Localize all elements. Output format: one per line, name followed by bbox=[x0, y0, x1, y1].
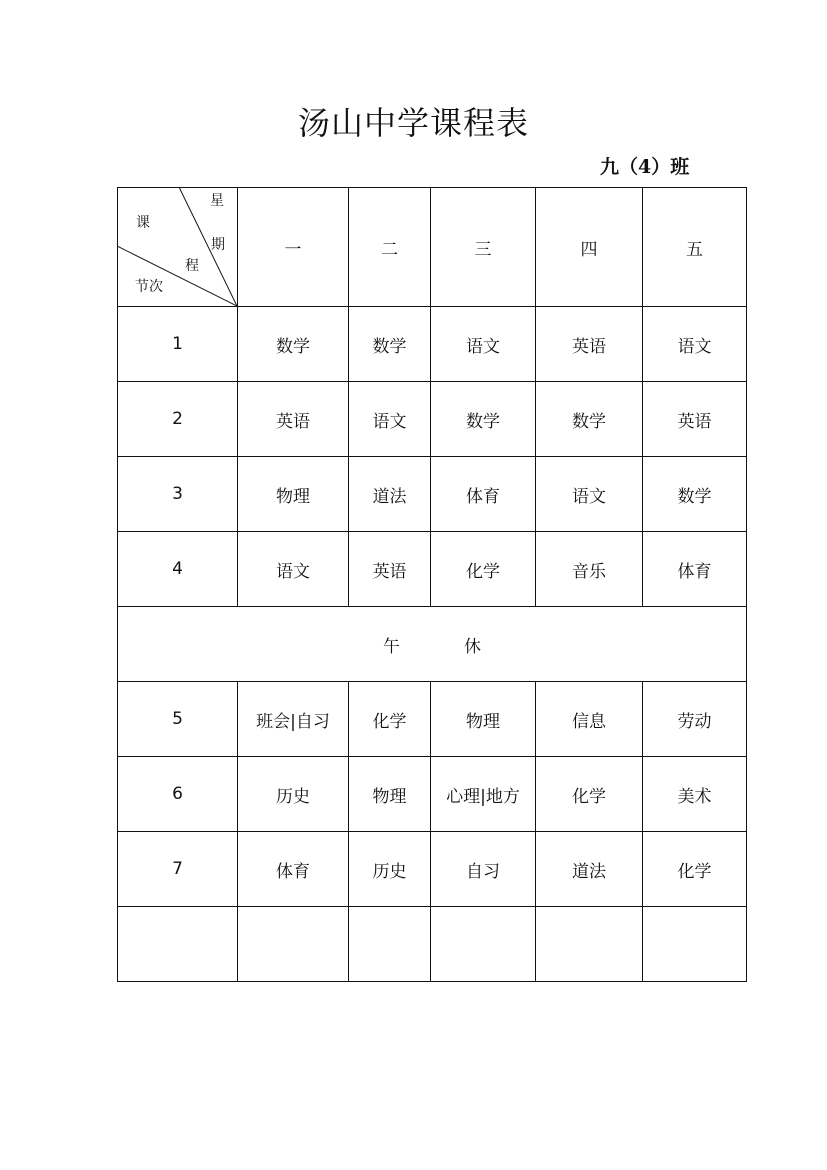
course-cell: 道法 bbox=[536, 832, 643, 907]
course-cell: 化学 bbox=[349, 682, 431, 757]
period-number: 2 bbox=[118, 382, 238, 457]
course-cell: 物理 bbox=[349, 757, 431, 832]
class-label: 九（4）班 bbox=[600, 156, 690, 178]
period-row bbox=[118, 307, 747, 382]
course-cell: 数学 bbox=[431, 382, 536, 457]
corner-label-cheng: 程 bbox=[185, 258, 199, 274]
noon-break-cell bbox=[118, 607, 747, 682]
period-row bbox=[118, 757, 747, 832]
day-header: 四 bbox=[536, 188, 643, 307]
day-header: 二 bbox=[349, 188, 431, 307]
period-row bbox=[118, 682, 747, 757]
course-cell: 语文 bbox=[238, 532, 349, 607]
corner-label-ke: 课 bbox=[136, 215, 150, 231]
period-row bbox=[118, 382, 747, 457]
course-cell: 心理|地方 bbox=[431, 757, 536, 832]
course-cell: 体育 bbox=[643, 532, 747, 607]
course-cell: 历史 bbox=[238, 757, 349, 832]
corner-label-xing: 星 bbox=[210, 193, 224, 209]
empty-cell bbox=[238, 907, 349, 982]
noon-label-xiu: 休 bbox=[464, 636, 481, 657]
course-cell: 美术 bbox=[643, 757, 747, 832]
noon-label-wu: 午 bbox=[383, 636, 400, 657]
course-cell: 数学 bbox=[349, 307, 431, 382]
day-header: 五 bbox=[643, 188, 747, 307]
day-header: 三 bbox=[431, 188, 536, 307]
empty-cell bbox=[536, 907, 643, 982]
course-cell: 物理 bbox=[238, 457, 349, 532]
day-header: 一 bbox=[238, 188, 349, 307]
course-cell: 化学 bbox=[643, 832, 747, 907]
course-cell: 语文 bbox=[431, 307, 536, 382]
corner-label-jieci: 节次 bbox=[135, 279, 163, 295]
course-cell: 道法 bbox=[349, 457, 431, 532]
course-cell: 化学 bbox=[536, 757, 643, 832]
empty-cell bbox=[118, 907, 238, 982]
course-cell: 英语 bbox=[643, 382, 747, 457]
course-cell: 体育 bbox=[238, 832, 349, 907]
course-cell: 英语 bbox=[536, 307, 643, 382]
period-number: 7 bbox=[118, 832, 238, 907]
course-cell: 语文 bbox=[536, 457, 643, 532]
course-cell: 音乐 bbox=[536, 532, 643, 607]
schedule-table bbox=[117, 187, 747, 982]
course-cell: 数学 bbox=[643, 457, 747, 532]
corner-header bbox=[118, 188, 238, 307]
course-cell: 物理 bbox=[431, 682, 536, 757]
empty-cell bbox=[349, 907, 431, 982]
page-title: 汤山中学课程表 bbox=[297, 104, 529, 142]
period-number: 3 bbox=[118, 457, 238, 532]
period-number: 6 bbox=[118, 757, 238, 832]
course-cell: 数学 bbox=[238, 307, 349, 382]
empty-row bbox=[118, 907, 747, 982]
course-cell: 信息 bbox=[536, 682, 643, 757]
course-cell: 体育 bbox=[431, 457, 536, 532]
course-cell: 班会|自习 bbox=[238, 682, 349, 757]
course-cell: 英语 bbox=[238, 382, 349, 457]
course-cell: 化学 bbox=[431, 532, 536, 607]
period-number: 4 bbox=[118, 532, 238, 607]
course-cell: 历史 bbox=[349, 832, 431, 907]
corner-label-qi: 期 bbox=[211, 237, 225, 253]
period-number: 1 bbox=[118, 307, 238, 382]
course-cell: 英语 bbox=[349, 532, 431, 607]
course-cell: 语文 bbox=[349, 382, 431, 457]
empty-cell bbox=[431, 907, 536, 982]
period-row bbox=[118, 832, 747, 907]
course-cell: 数学 bbox=[536, 382, 643, 457]
noon-break-row bbox=[118, 607, 747, 682]
period-row bbox=[118, 457, 747, 532]
header-row bbox=[118, 188, 747, 307]
period-row bbox=[118, 532, 747, 607]
course-cell: 自习 bbox=[431, 832, 536, 907]
course-cell: 语文 bbox=[643, 307, 747, 382]
empty-cell bbox=[643, 907, 747, 982]
period-number: 5 bbox=[118, 682, 238, 757]
course-cell: 劳动 bbox=[643, 682, 747, 757]
